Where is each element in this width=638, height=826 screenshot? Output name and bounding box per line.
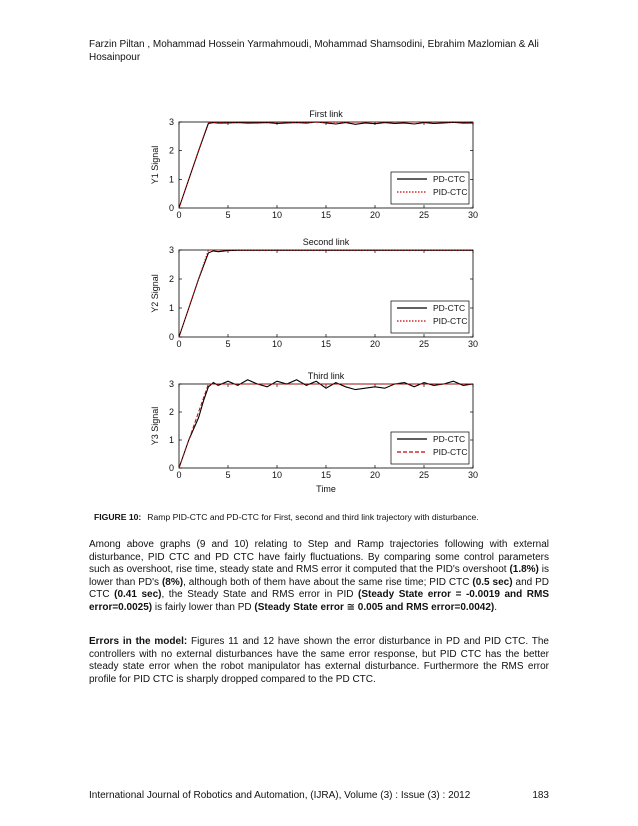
panel-2-ytick-label: 0: [168, 332, 174, 342]
panel-1-title: First link: [309, 109, 343, 119]
panel-1-ytick-label: 3: [168, 117, 174, 127]
panel-2-legend-label: PID-CTC: [433, 316, 468, 326]
panel-2-xtick-label: 5: [225, 339, 231, 349]
panel-3-ytick-label: 0: [168, 463, 174, 473]
figure-label: FIGURE 10:: [94, 512, 142, 522]
panel-3-title: Third link: [307, 371, 345, 381]
panel-3-legend-label: PID-CTC: [433, 447, 468, 457]
panel-1-xtick-label: 15: [320, 210, 332, 220]
panel-3-xtick-label: 10: [271, 470, 283, 480]
panel-1-legend-label: PID-CTC: [433, 187, 468, 197]
panel-2-ytick-label: 3: [168, 245, 174, 255]
panel-2-xtick-label: 25: [418, 339, 430, 349]
panel-1-xtick-label: 5: [225, 210, 231, 220]
errors-paragraph: [89, 636, 549, 686]
panel-1-ytick-label: 0: [168, 203, 174, 213]
panel-3-xtick-label: 25: [418, 470, 430, 480]
panel-1-ylabel: Y1 Signal: [150, 145, 160, 185]
panel-2-ytick-label: 1: [168, 303, 174, 313]
panel-3-xtick-label: 20: [369, 470, 381, 480]
panel-1-xtick-label: 25: [418, 210, 430, 220]
panel-1-ytick-label: 1: [168, 174, 174, 185]
panel-2-legend-label: PD-CTC: [433, 303, 466, 313]
figure-caption-text: Ramp PID-CTC and PD-CTC for First, second and third link trajectory with disturbance.: [147, 512, 479, 522]
page-number: 183: [532, 790, 549, 801]
page-footer: [89, 790, 549, 801]
panel-1-xtick-label: 20: [369, 210, 381, 220]
errors-text: Figures 11 and 12 have shown the error disturbance in PD and PID CTC. The controllers with no external disturbances have the same error response, but PID CTC has the better steady state error when the robot manipulator has external disturbance. Furthermore the RMS error profile for PID CTC is sharply dropped compared to the PD CTC.: [89, 636, 549, 685]
panel-3-xlabel: Time: [316, 484, 336, 494]
panel-2-xtick-label: 20: [369, 339, 381, 349]
journal-reference: International Journal of Robotics and Automation, (IJRA), Volume (3) : Issue (3) : 2012: [89, 790, 471, 801]
panel-3-xtick-label: 30: [467, 470, 479, 480]
panel-3-legend-label: PD-CTC: [433, 434, 466, 444]
panel-2-xtick-label: 15: [320, 339, 332, 349]
panel-3-xtick-label: 0: [176, 470, 182, 480]
running-header-authors: Farzin Piltan , Mohammad Hossein Yarmahmoudi, Mohammad Shamsodini, Ebrahim Mazlomian & Ali Hosainpour: [89, 39, 539, 63]
panel-2-ylabel: Y2 Signal: [150, 274, 160, 313]
errors-heading: Errors in the model:: [89, 636, 188, 647]
panel-3-xtick-label: 15: [320, 470, 332, 480]
panel-2-title: Second link: [302, 237, 350, 247]
panel-1-xtick-label: 0: [176, 210, 182, 220]
panel-2-ytick-label: 2: [168, 274, 174, 284]
panel-3-ylabel: Y3 Signal: [150, 406, 160, 446]
panel-3-xtick-label: 5: [225, 470, 231, 480]
panel-1-xtick-label: 30: [467, 210, 479, 220]
panel-2-xtick-label: 30: [467, 339, 479, 349]
panel-1-xtick-label: 10: [271, 210, 283, 220]
figure-caption: [94, 512, 554, 522]
panel-2-xtick-label: 10: [271, 339, 283, 349]
panel-1-legend-label: PD-CTC: [433, 174, 466, 184]
panel-1-ytick-label: 2: [168, 145, 174, 156]
panel-2-xtick-label: 0: [176, 339, 182, 349]
panel-3-ytick-label: 1: [168, 435, 174, 445]
panel-3-ytick-label: 3: [168, 379, 174, 389]
panel-3-ytick-label: 2: [168, 407, 174, 417]
results-paragraph: Among above graphs (9 and 10) relating to Step and Ramp trajectories following with external disturbance, PID CTC and PD CTC have fairly fluctuations. By comparing some control parameters such as overshoot, rise time, steady state and RMS error it computed that the PID's overshoot (1.8%) is lower than PD's (8%), although both of them have about the same rise time; PID CTC (0.5 sec) and PD CTC (0.41 sec), the Steady State and RMS error in PID (Steady State error = -0.0019 and RMS error=0.0025) is fairly lower than PD (Steady State error ≅ 0.005 and RMS error=0.0042).: [89, 539, 550, 613]
